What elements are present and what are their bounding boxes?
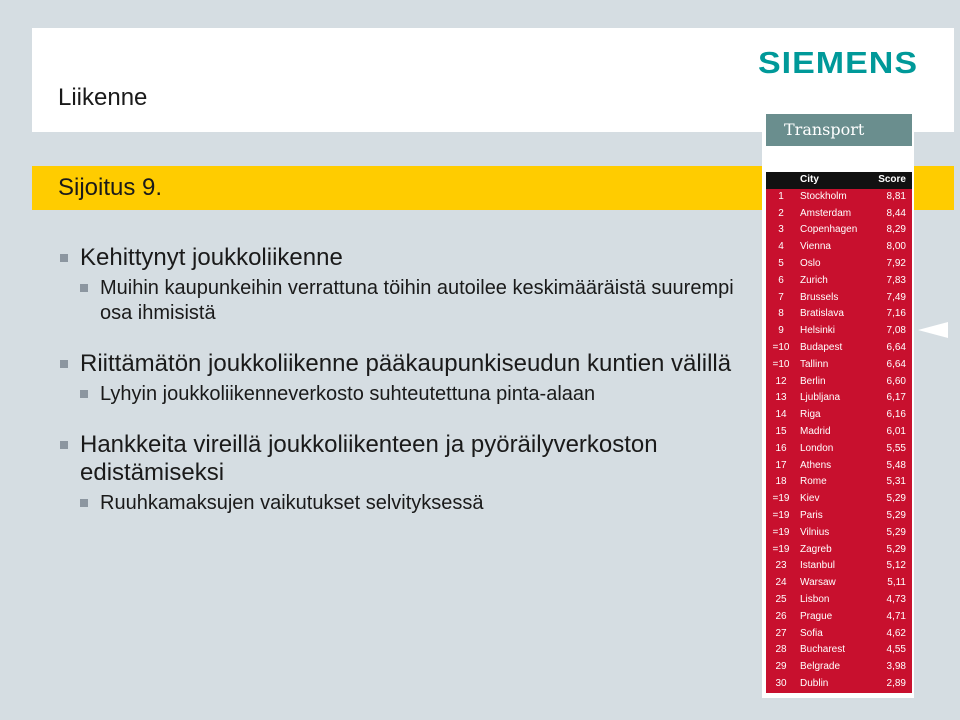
score-cell: 6,16 bbox=[886, 409, 906, 421]
city-cell: Rome bbox=[800, 476, 827, 488]
table-row bbox=[766, 659, 912, 676]
rank-cell: 1 bbox=[778, 190, 784, 202]
table-row bbox=[766, 609, 912, 626]
city-cell: Oslo bbox=[800, 257, 821, 269]
table-header bbox=[766, 172, 912, 189]
rank-cell: =10 bbox=[772, 358, 790, 370]
rank-cell: 5 bbox=[778, 257, 784, 269]
city-cell: Dublin bbox=[800, 677, 829, 689]
table-row bbox=[766, 676, 912, 693]
sub-bullet-item bbox=[58, 382, 738, 407]
city-cell: Kiev bbox=[800, 493, 820, 505]
rank-cell: =19 bbox=[772, 509, 790, 521]
score-cell: 5,31 bbox=[886, 476, 906, 488]
bullet-item bbox=[58, 350, 738, 378]
city-cell: Vienna bbox=[800, 241, 831, 253]
city-cell: Amsterdam bbox=[800, 207, 852, 219]
table-row bbox=[766, 239, 912, 256]
bullet-square-icon bbox=[80, 499, 88, 507]
city-cell: Istanbul bbox=[800, 560, 836, 572]
city-cell: Copenhagen bbox=[800, 224, 858, 236]
city-cell: Zurich bbox=[800, 274, 828, 286]
score-cell: 5,55 bbox=[886, 442, 906, 454]
rank-cell: 13 bbox=[775, 392, 787, 404]
city-cell: London bbox=[800, 442, 834, 454]
table-row bbox=[766, 357, 912, 374]
table-row bbox=[766, 206, 912, 223]
score-cell: 5,29 bbox=[886, 493, 906, 505]
table-row bbox=[766, 323, 912, 340]
city-cell: Athens bbox=[800, 459, 832, 471]
table-row bbox=[766, 626, 912, 643]
table-row bbox=[766, 575, 912, 592]
city-cell: Prague bbox=[800, 610, 833, 622]
table-row bbox=[766, 273, 912, 290]
score-cell: 5,11 bbox=[887, 577, 906, 589]
rank-label: Sijoitus 9. bbox=[58, 174, 163, 201]
table-row bbox=[766, 306, 912, 323]
score-cell: 8,81 bbox=[886, 190, 906, 202]
rank-cell: 16 bbox=[775, 442, 787, 454]
rank-cell: 27 bbox=[775, 627, 787, 639]
city-cell: Stockholm bbox=[800, 190, 847, 202]
table-row bbox=[766, 222, 912, 239]
bullet-item bbox=[58, 244, 738, 272]
bullet-text: Ruuhkamaksujen vaikutukset selvityksessä bbox=[100, 492, 484, 514]
rank-cell: 18 bbox=[775, 476, 787, 488]
score-cell: 2,89 bbox=[886, 677, 906, 689]
score-cell: 7,16 bbox=[886, 308, 906, 320]
score-cell: 5,29 bbox=[886, 509, 906, 521]
arrow-left-icon bbox=[918, 322, 948, 338]
score-cell: 4,71 bbox=[886, 610, 906, 622]
table-row bbox=[766, 256, 912, 273]
rank-cell: 3 bbox=[778, 224, 784, 236]
rank-cell: 7 bbox=[778, 291, 784, 303]
table-row bbox=[766, 592, 912, 609]
rank-cell: 26 bbox=[775, 610, 787, 622]
table-row bbox=[766, 458, 912, 475]
city-cell: Helsinki bbox=[800, 325, 836, 337]
table-row bbox=[766, 508, 912, 525]
rank-cell: 15 bbox=[775, 425, 787, 437]
rank-cell: 6 bbox=[778, 274, 784, 286]
score-cell: 5,12 bbox=[886, 560, 906, 572]
rank-cell: 30 bbox=[775, 677, 787, 689]
rank-cell: 9 bbox=[778, 325, 784, 337]
score-cell: 4,62 bbox=[886, 627, 906, 639]
city-cell: Vilnius bbox=[800, 526, 830, 538]
city-cell: Belgrade bbox=[800, 661, 841, 673]
score-cell: 8,44 bbox=[886, 207, 906, 219]
bullet-item bbox=[58, 431, 738, 487]
table-row bbox=[766, 407, 912, 424]
city-cell: Warsaw bbox=[800, 577, 836, 589]
bullet-square-icon bbox=[60, 360, 68, 368]
ranking-table bbox=[766, 172, 912, 693]
table-row bbox=[766, 525, 912, 542]
rank-cell: =10 bbox=[772, 341, 790, 353]
table-row bbox=[766, 558, 912, 575]
score-cell: 6,01 bbox=[886, 425, 906, 437]
table-row bbox=[766, 491, 912, 508]
rank-cell: 23 bbox=[775, 560, 787, 572]
table-row bbox=[766, 441, 912, 458]
city-cell: Riga bbox=[800, 409, 821, 421]
table-row bbox=[766, 290, 912, 307]
city-cell: Berlin bbox=[800, 375, 826, 387]
rank-cell: =19 bbox=[772, 543, 790, 555]
bullet-text: Riittämätön joukkoliikenne pääkaupunkiseudun kuntien välillä bbox=[80, 350, 732, 377]
sub-bullet-item bbox=[58, 276, 738, 326]
score-cell: 4,73 bbox=[886, 593, 906, 605]
bullet-list bbox=[58, 244, 738, 516]
rank-cell: 12 bbox=[775, 375, 787, 387]
score-cell: 6,64 bbox=[886, 358, 906, 370]
bullet-square-icon bbox=[60, 441, 68, 449]
table-row bbox=[766, 340, 912, 357]
rank-cell: 17 bbox=[775, 459, 787, 471]
rank-cell: 24 bbox=[775, 577, 787, 589]
city-cell: Paris bbox=[800, 509, 823, 521]
bullet-text: Hankkeita vireillä joukkoliikenteen ja pyöräilyverkoston edistämiseksi bbox=[80, 431, 658, 486]
score-cell: 7,83 bbox=[886, 274, 906, 286]
rank-cell: 2 bbox=[778, 207, 784, 219]
rank-cell: 8 bbox=[778, 308, 784, 320]
rank-cell: 14 bbox=[775, 409, 787, 421]
score-cell: 3,98 bbox=[886, 661, 906, 673]
city-cell: Bratislava bbox=[800, 308, 844, 320]
score-cell: 8,29 bbox=[886, 224, 906, 236]
score-cell: 5,29 bbox=[886, 543, 906, 555]
table-row bbox=[766, 390, 912, 407]
score-cell: 7,92 bbox=[886, 257, 906, 269]
city-cell: Tallinn bbox=[800, 358, 829, 370]
score-cell: 7,49 bbox=[886, 291, 906, 303]
score-cell: 8,00 bbox=[886, 241, 906, 253]
table-row bbox=[766, 189, 912, 206]
header-city: City bbox=[800, 174, 819, 185]
score-cell: 4,55 bbox=[886, 644, 906, 656]
city-cell: Madrid bbox=[800, 425, 831, 437]
bullet-square-icon bbox=[80, 390, 88, 398]
rank-cell: 29 bbox=[775, 661, 787, 673]
city-cell: Bucharest bbox=[800, 644, 846, 656]
bullet-square-icon bbox=[60, 254, 68, 262]
sub-bullet-item bbox=[58, 491, 738, 516]
city-cell: Brussels bbox=[800, 291, 839, 303]
table-row bbox=[766, 424, 912, 441]
city-cell: Zagreb bbox=[800, 543, 832, 555]
rank-cell: =19 bbox=[772, 526, 790, 538]
city-cell: Ljubljana bbox=[800, 392, 841, 404]
bullet-text: Kehittynyt joukkoliikenne bbox=[80, 244, 343, 271]
score-cell: 6,17 bbox=[886, 392, 906, 404]
rank-cell: =19 bbox=[772, 493, 790, 505]
bullet-text: Muihin kaupunkeihin verrattuna töihin autoilee keskimääräistä suurempi osa ihmisistä bbox=[100, 277, 734, 324]
table-row bbox=[766, 542, 912, 559]
bullet-text: Lyhyin joukkoliikenneverkosto suhteutettuna pinta-alaan bbox=[100, 383, 596, 405]
rank-cell: 25 bbox=[775, 593, 787, 605]
score-cell: 6,64 bbox=[886, 341, 906, 353]
table-row bbox=[766, 474, 912, 491]
city-cell: Sofia bbox=[800, 627, 823, 639]
score-cell: 5,48 bbox=[886, 459, 906, 471]
city-cell: Budapest bbox=[800, 341, 843, 353]
slide-title: Liikenne bbox=[58, 84, 148, 111]
rank-cell: 4 bbox=[778, 241, 784, 253]
table-row bbox=[766, 642, 912, 659]
bullet-square-icon bbox=[80, 284, 88, 292]
rank-cell: 28 bbox=[775, 644, 787, 656]
siemens-logo: SIEMENS bbox=[758, 45, 919, 81]
panel-title: Transport bbox=[766, 114, 912, 146]
header-score: Score bbox=[878, 174, 906, 185]
city-cell: Lisbon bbox=[800, 593, 830, 605]
score-cell: 5,29 bbox=[886, 526, 906, 538]
score-cell: 6,60 bbox=[886, 375, 906, 387]
table-row bbox=[766, 374, 912, 391]
score-cell: 7,08 bbox=[886, 325, 906, 337]
